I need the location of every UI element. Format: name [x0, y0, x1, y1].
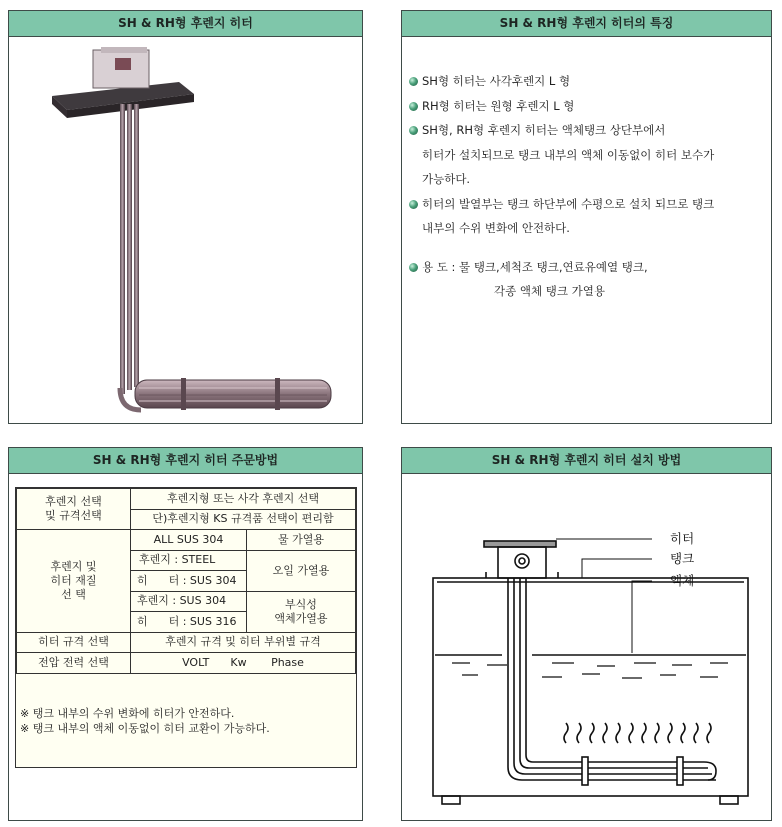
feature-item: 히터의 발열부는 탱크 하단부에 수평으로 설치 되므로 탱크 내부의 수위 변화에 안전하다.: [408, 192, 767, 241]
bullet-icon: [409, 263, 418, 272]
power-select-label: 전압 전력 선택: [17, 653, 131, 674]
install-diagram: [402, 475, 770, 819]
product-panel: [8, 10, 363, 424]
order-panel: [8, 447, 363, 821]
order-table: [16, 488, 356, 674]
tank-outline: [433, 578, 748, 796]
flange-select-label: 후렌지 선택 및 규격선택: [17, 489, 131, 530]
bullet-icon: [409, 102, 418, 111]
flange-top: [484, 541, 556, 547]
power-value: VOLT Kw Phase: [131, 653, 356, 674]
product-panel-title: SH & RH형 후렌지 히터: [9, 11, 362, 37]
spec-value: 후렌지 규격 및 히터 부위별 규격: [131, 632, 356, 653]
bullet-icon: [409, 126, 418, 135]
liquid-label: 액체: [670, 573, 695, 588]
material-use: 오일 가열용: [247, 550, 356, 591]
material-option: 히 터 : SUS 316: [131, 612, 247, 633]
note-line: ※ 탱크 내부의 수위 변화에 히터가 안전하다.: [20, 706, 235, 720]
note-line: ※ 탱크 내부의 액체 이동없이 히터 교환이 가능하다.: [20, 721, 270, 735]
heater-rod: [508, 578, 716, 780]
feature-item: SH형, RH형 후렌지 히터는 액체탱크 상단부에서 히터가 설치되므로 탱크 내부의 액체 이동없이 히터 보수가 가능하다.: [408, 118, 767, 192]
flange-heater-photo: [9, 38, 361, 422]
heat-wave-icon: [564, 723, 568, 743]
order-panel-title: SH & RH형 후렌지 히터 주문방법: [9, 448, 362, 474]
material-option: ALL SUS 304: [131, 530, 247, 551]
material-select-label: 후렌지 및 히터 재질 선 택: [17, 530, 131, 633]
tank-label: 탱크: [670, 551, 695, 566]
heater-rod: [120, 104, 125, 394]
order-table-box: [15, 487, 357, 768]
material-use: 부식성 액체가열용: [247, 591, 356, 632]
material-option: 후렌지 : SUS 304: [131, 591, 247, 612]
flange-option: 단)후렌지형 KS 규격품 선택이 편리함: [131, 509, 356, 530]
feature-item: SH형 히터는 사각후렌지 L 형: [408, 69, 767, 94]
heater-label: 히터: [670, 531, 695, 546]
features-panel: [401, 10, 772, 424]
material-option: 히 터 : SUS 304: [131, 571, 247, 592]
order-notes: [16, 674, 356, 736]
material-option: 후렌지 : STEEL: [131, 550, 247, 571]
usage-item: 용 도 : 물 탱크,세척조 탱크,연료유예열 탱크, 각종 액체 탱크 가열용: [408, 255, 767, 304]
bullet-icon: [409, 77, 418, 86]
spec-select-label: 히터 규격 선택: [17, 632, 131, 653]
heating-element: [135, 380, 331, 408]
flange-option: 후렌지형 또는 사각 후렌지 선택: [131, 489, 356, 510]
install-panel-title: SH & RH형 후렌지 히터 설치 방법: [402, 448, 771, 474]
material-use: 물 가열용: [247, 530, 356, 551]
bullet-icon: [409, 200, 418, 209]
terminal-box: [498, 547, 546, 578]
features-panel-title: SH & RH형 후렌지 히터의 특징: [402, 11, 771, 37]
feature-item: RH형 히터는 원형 후렌지 L 형: [408, 94, 767, 119]
install-panel: [401, 447, 772, 821]
features-list: [408, 69, 767, 304]
